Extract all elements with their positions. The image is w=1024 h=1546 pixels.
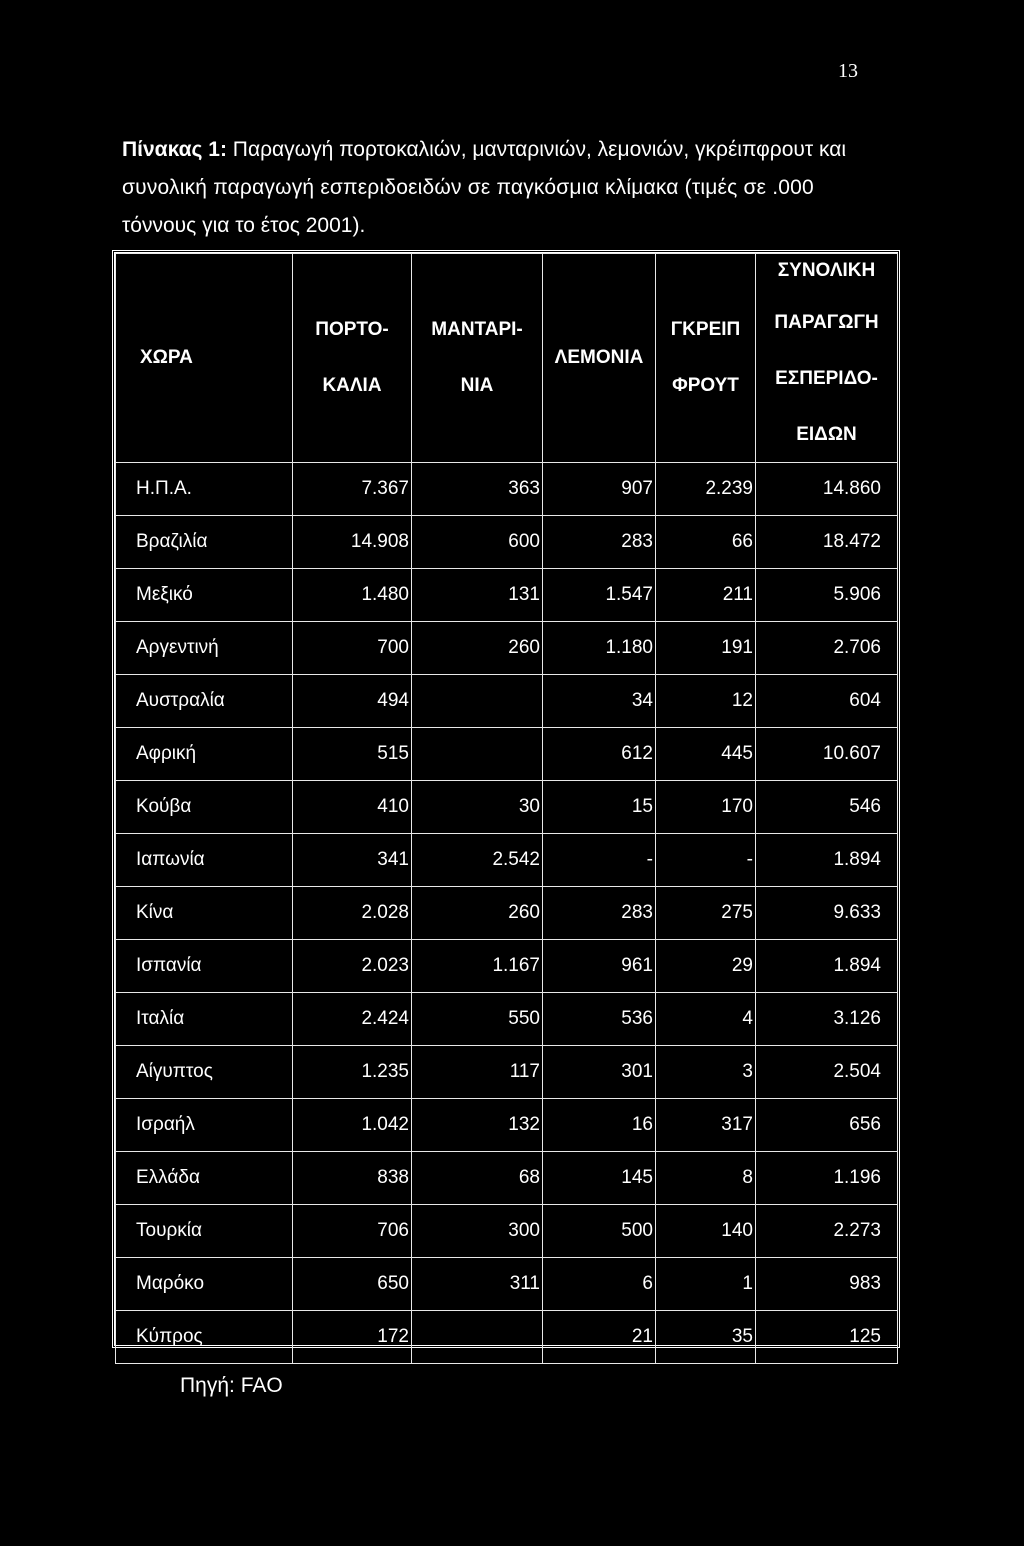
table-row xyxy=(116,940,898,993)
cell-oranges: 2.023 xyxy=(293,940,412,993)
cell-grapefruit: 445 xyxy=(656,728,756,781)
cell-mandarins: 30 xyxy=(412,781,543,834)
cell-total: 604 xyxy=(756,675,898,728)
cell-mandarins: 550 xyxy=(412,993,543,1046)
cell-oranges: 1.042 xyxy=(293,1099,412,1152)
cell-mandarins: 260 xyxy=(412,887,543,940)
cell-lemons: 283 xyxy=(543,887,656,940)
cell-mandarins: 1.167 xyxy=(412,940,543,993)
cell-lemons: 961 xyxy=(543,940,656,993)
cell-country: Κύπρος xyxy=(116,1311,293,1364)
cell-lemons: 500 xyxy=(543,1205,656,1258)
cell-lemons: 283 xyxy=(543,516,656,569)
cell-oranges: 341 xyxy=(293,834,412,887)
cell-total: 1.196 xyxy=(756,1152,898,1205)
cell-oranges: 410 xyxy=(293,781,412,834)
table-row xyxy=(116,781,898,834)
cell-total: 983 xyxy=(756,1258,898,1311)
table-row xyxy=(116,834,898,887)
cell-country: Αυστραλία xyxy=(116,675,293,728)
cell-grapefruit: 8 xyxy=(656,1152,756,1205)
cell-lemons: 16 xyxy=(543,1099,656,1152)
cell-oranges: 1.235 xyxy=(293,1046,412,1099)
cell-mandarins: 300 xyxy=(412,1205,543,1258)
cell-oranges: 1.480 xyxy=(293,569,412,622)
cell-oranges: 2.028 xyxy=(293,887,412,940)
cell-lemons: 1.180 xyxy=(543,622,656,675)
table-row xyxy=(116,993,898,1046)
cell-country: Ιαπωνία xyxy=(116,834,293,887)
cell-total: 5.906 xyxy=(756,569,898,622)
cell-grapefruit: 1 xyxy=(656,1258,756,1311)
cell-country: Μεξικό xyxy=(116,569,293,622)
cell-grapefruit: 35 xyxy=(656,1311,756,1364)
cell-country: Αφρική xyxy=(116,728,293,781)
cell-total: 1.894 xyxy=(756,940,898,993)
table-row xyxy=(116,728,898,781)
table-row xyxy=(116,675,898,728)
cell-grapefruit: 275 xyxy=(656,887,756,940)
cell-oranges: 838 xyxy=(293,1152,412,1205)
cell-lemons: 15 xyxy=(543,781,656,834)
table-row xyxy=(116,1205,898,1258)
cell-total: 125 xyxy=(756,1311,898,1364)
cell-mandarins xyxy=(412,675,543,728)
table-caption xyxy=(122,131,912,245)
cell-grapefruit: 317 xyxy=(656,1099,756,1152)
cell-oranges: 494 xyxy=(293,675,412,728)
header-mandarins: ΜΑΝΤΑΡΙ- ΝΙΑ xyxy=(412,254,543,463)
header-oranges: ΠΟΡΤΟ- ΚΑΛΙΑ xyxy=(293,254,412,463)
cell-total: 18.472 xyxy=(756,516,898,569)
cell-mandarins: 117 xyxy=(412,1046,543,1099)
header-total: ΣΥΝΟΛΙΚΗ ΠΑΡΑΓΩΓΗ ΕΣΠΕΡΙΔΟ- ΕΙΔΩΝ xyxy=(756,254,898,463)
caption-line-1: Παραγωγή πορτοκαλιών, μανταρινιών, λεμονιών, γκρέιπφρουτ και xyxy=(226,138,847,161)
page-number: 13 xyxy=(838,60,858,82)
cell-total: 656 xyxy=(756,1099,898,1152)
cell-mandarins: 260 xyxy=(412,622,543,675)
cell-grapefruit: - xyxy=(656,834,756,887)
caption-line-2: συνολική παραγωγή εσπεριδοειδών σε παγκόσμια κλίμακα (τιμές σε .000 xyxy=(122,176,814,199)
table-row xyxy=(116,1311,898,1364)
source-note: Πηγή: FAO xyxy=(180,1374,283,1397)
cell-mandarins: 68 xyxy=(412,1152,543,1205)
cell-total: 9.633 xyxy=(756,887,898,940)
cell-oranges: 515 xyxy=(293,728,412,781)
cell-lemons: 536 xyxy=(543,993,656,1046)
table-row xyxy=(116,569,898,622)
cell-country: Η.Π.Α. xyxy=(116,463,293,516)
header-row xyxy=(116,254,898,463)
cell-mandarins: 131 xyxy=(412,569,543,622)
header-country: ΧΩΡΑ xyxy=(116,254,293,463)
cell-lemons: 1.547 xyxy=(543,569,656,622)
cell-grapefruit: 140 xyxy=(656,1205,756,1258)
cell-country: Βραζιλία xyxy=(116,516,293,569)
cell-grapefruit: 211 xyxy=(656,569,756,622)
cell-mandarins xyxy=(412,728,543,781)
cell-oranges: 14.908 xyxy=(293,516,412,569)
caption-line-3: τόννους για το έτος 2001). xyxy=(122,214,366,237)
cell-lemons: 907 xyxy=(543,463,656,516)
table-row xyxy=(116,1046,898,1099)
cell-lemons: - xyxy=(543,834,656,887)
cell-lemons: 21 xyxy=(543,1311,656,1364)
caption-label: Πίνακας 1: xyxy=(122,138,227,161)
cell-total: 3.126 xyxy=(756,993,898,1046)
cell-country: Μαρόκο xyxy=(116,1258,293,1311)
cell-mandarins: 363 xyxy=(412,463,543,516)
cell-grapefruit: 3 xyxy=(656,1046,756,1099)
cell-oranges: 7.367 xyxy=(293,463,412,516)
table-row xyxy=(116,1152,898,1205)
cell-mandarins: 132 xyxy=(412,1099,543,1152)
cell-grapefruit: 29 xyxy=(656,940,756,993)
cell-grapefruit: 191 xyxy=(656,622,756,675)
cell-total: 1.894 xyxy=(756,834,898,887)
cell-mandarins: 600 xyxy=(412,516,543,569)
cell-country: Ισπανία xyxy=(116,940,293,993)
cell-total: 2.504 xyxy=(756,1046,898,1099)
cell-grapefruit: 4 xyxy=(656,993,756,1046)
cell-oranges: 650 xyxy=(293,1258,412,1311)
cell-mandarins: 2.542 xyxy=(412,834,543,887)
cell-total: 546 xyxy=(756,781,898,834)
cell-country: Κούβα xyxy=(116,781,293,834)
cell-grapefruit: 2.239 xyxy=(656,463,756,516)
cell-country: Τουρκία xyxy=(116,1205,293,1258)
cell-grapefruit: 66 xyxy=(656,516,756,569)
cell-country: Αίγυπτος xyxy=(116,1046,293,1099)
table-row xyxy=(116,1258,898,1311)
cell-country: Αργεντινή xyxy=(116,622,293,675)
cell-oranges: 2.424 xyxy=(293,993,412,1046)
cell-lemons: 6 xyxy=(543,1258,656,1311)
cell-total: 14.860 xyxy=(756,463,898,516)
production-table xyxy=(112,250,900,1348)
table-row xyxy=(116,622,898,675)
cell-oranges: 172 xyxy=(293,1311,412,1364)
table-row xyxy=(116,516,898,569)
cell-lemons: 301 xyxy=(543,1046,656,1099)
header-grapefruit: ΓΚΡΕΙΠ ΦΡΟΥΤ xyxy=(656,254,756,463)
cell-grapefruit: 12 xyxy=(656,675,756,728)
cell-lemons: 145 xyxy=(543,1152,656,1205)
cell-country: Ισραήλ xyxy=(116,1099,293,1152)
table-row xyxy=(116,887,898,940)
header-lemons: ΛΕΜΟΝΙΑ xyxy=(543,254,656,463)
cell-total: 2.273 xyxy=(756,1205,898,1258)
cell-oranges: 706 xyxy=(293,1205,412,1258)
cell-lemons: 34 xyxy=(543,675,656,728)
cell-country: Ιταλία xyxy=(116,993,293,1046)
cell-country: Κίνα xyxy=(116,887,293,940)
cell-total: 10.607 xyxy=(756,728,898,781)
cell-mandarins xyxy=(412,1311,543,1364)
cell-lemons: 612 xyxy=(543,728,656,781)
cell-total: 2.706 xyxy=(756,622,898,675)
cell-country: Ελλάδα xyxy=(116,1152,293,1205)
cell-grapefruit: 170 xyxy=(656,781,756,834)
table-row xyxy=(116,463,898,516)
cell-mandarins: 311 xyxy=(412,1258,543,1311)
cell-oranges: 700 xyxy=(293,622,412,675)
table-row xyxy=(116,1099,898,1152)
